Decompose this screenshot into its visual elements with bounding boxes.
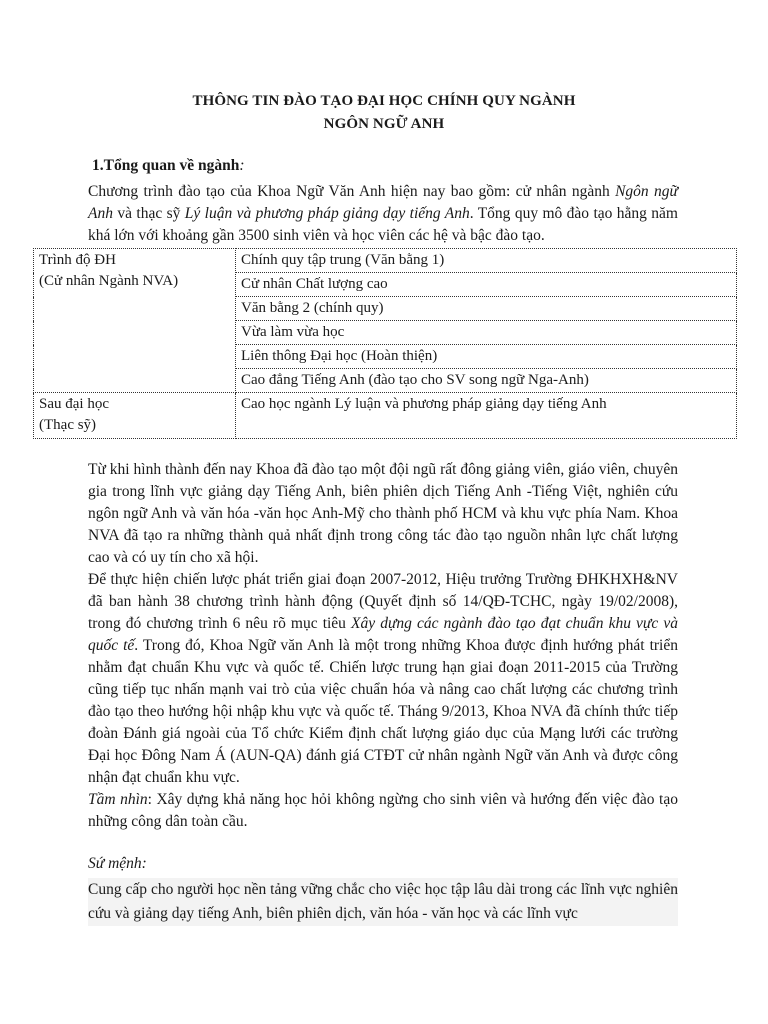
strategy-paragraph [88, 569, 678, 833]
intro-paragraph [88, 181, 678, 247]
undergrad-label-line-2: (Cử nhân Ngành NVA) [39, 273, 179, 289]
mission-paragraph: Cung cấp cho người học nền tảng vững chắc cho việc học tập lâu dài trong các lĩnh vực nghiên cứu và giảng dạy tiếng Anh, biên phiên dịch, văn hóa - văn học và các lĩnh vực [88, 878, 678, 926]
grad-label-cell [34, 393, 236, 439]
grad-program-cell: Cao học ngành Lý luận và phương pháp giảng dạy tiếng Anh [236, 393, 737, 439]
intro-text-3: . Tổng quy mô đào tạo hằng năm khá lớn với khoảng gần 3500 sinh viên và học viên các hệ và bậc đào tạo. [88, 205, 678, 244]
section-heading [92, 157, 244, 175]
table-row [34, 249, 737, 273]
document-title-line-1: THÔNG TIN ĐÀO TẠO ĐẠI HỌC CHÍNH QUY NGÀNH [192, 93, 576, 109]
vision-label: Tầm nhìn [88, 791, 148, 808]
document-title-line-2: NGÔN NGỮ ANH [323, 116, 445, 132]
section-heading-colon: : [239, 157, 245, 174]
undergrad-label-line-1: Trình độ ĐH [39, 252, 116, 268]
programs-table [33, 248, 737, 439]
table-row [34, 393, 737, 439]
grad-label-line-2: (Thạc sỹ) [39, 417, 97, 433]
vision-text: : Xây dựng khả năng học hỏi không ngừng cho sinh viên và hướng đến việc đào tạo những công dân toàn cầu. [88, 791, 678, 830]
section-heading-text: 1.Tổng quan về ngành [92, 157, 240, 174]
program-cell: Liên thông Đại học (Hoàn thiện) [236, 345, 737, 369]
strategy-text-1: Để thực hiện chiến lược phát triển giai đoạn 2007-2012, Hiệu trưởng Trường ĐHKHXH&NV đã ban hành 38 chương trình hành động (Quyết định số 14/QĐ-TCHC, ngày 19/02/2008), trong đó chương trình 6 nêu rõ mục tiêu [88, 571, 678, 632]
intro-italic-2: Lý luận và phương pháp giảng dạy tiếng Anh [184, 205, 470, 222]
mission-label: Sứ mệnh [88, 855, 142, 872]
program-cell: Chính quy tập trung (Văn bằng 1) [236, 249, 737, 273]
grad-label-line-1: Sau đại học [39, 396, 109, 412]
program-cell: Văn bằng 2 (chính quy) [236, 297, 737, 321]
undergrad-label-cell [34, 249, 236, 393]
strategy-italic: Xây dựng các ngành đào tạo đạt chuẩn khu vực và quốc tế [88, 615, 678, 654]
intro-italic-1: Ngôn ngữ Anh [88, 183, 679, 222]
program-cell: Cử nhân Chất lượng cao [236, 273, 737, 297]
mission-colon: : [141, 855, 147, 872]
mission-heading [88, 855, 147, 873]
intro-text-1: Chương trình đào tạo của Khoa Ngữ Văn Anh hiện nay bao gồm: cử nhân ngành [88, 183, 616, 200]
program-cell: Vừa làm vừa học [236, 321, 737, 345]
strategy-text-2: . Trong đó, Khoa Ngữ văn Anh là một trong những Khoa được định hướng phát triển nhằm đạt chuẩn Khu vực và quốc tế. Chiến lược trung hạn giai đoạn 2011-2015 của Trường cũng tiếp tục nhấn mạnh vai trò của việc chuẩn hóa và nâng cao chất lượng các chương trình đào tạo theo hướng hội nhập khu vực và quốc tế. Tháng 9/2013, Khoa NVA đã chính thức tiếp đoàn Đánh giá ngoài của Tổ chức Kiểm định chất lượng giáo dục của Mạng lưới các trường Đại học Đông Nam Á (AUN-QA) đánh giá CTĐT cử nhân ngành Ngữ văn Anh và được công nhận đạt chuẩn khu vực. [88, 637, 678, 786]
history-paragraph: Từ khi hình thành đến nay Khoa đã đào tạo một đội ngũ rất đông giảng viên, giáo viên, chuyên gia trong lĩnh vực giảng dạy Tiếng Anh, biên phiên dịch Tiếng Anh -Tiếng Việt, nghiên cứu ngôn ngữ Anh và văn hóa -văn học Anh-Mỹ cho thành phố HCM và khu vực phía Nam. Khoa NVA đã tạo ra những thành quả nhất định trong công tác đào tạo nguồn nhân lực chất lượng cao và có uy tín cho xã hội. [88, 461, 678, 566]
intro-text-2: và thạc sỹ [112, 205, 185, 222]
program-cell: Cao đẳng Tiếng Anh (đào tạo cho SV song ngữ Nga-Anh) [236, 369, 737, 393]
